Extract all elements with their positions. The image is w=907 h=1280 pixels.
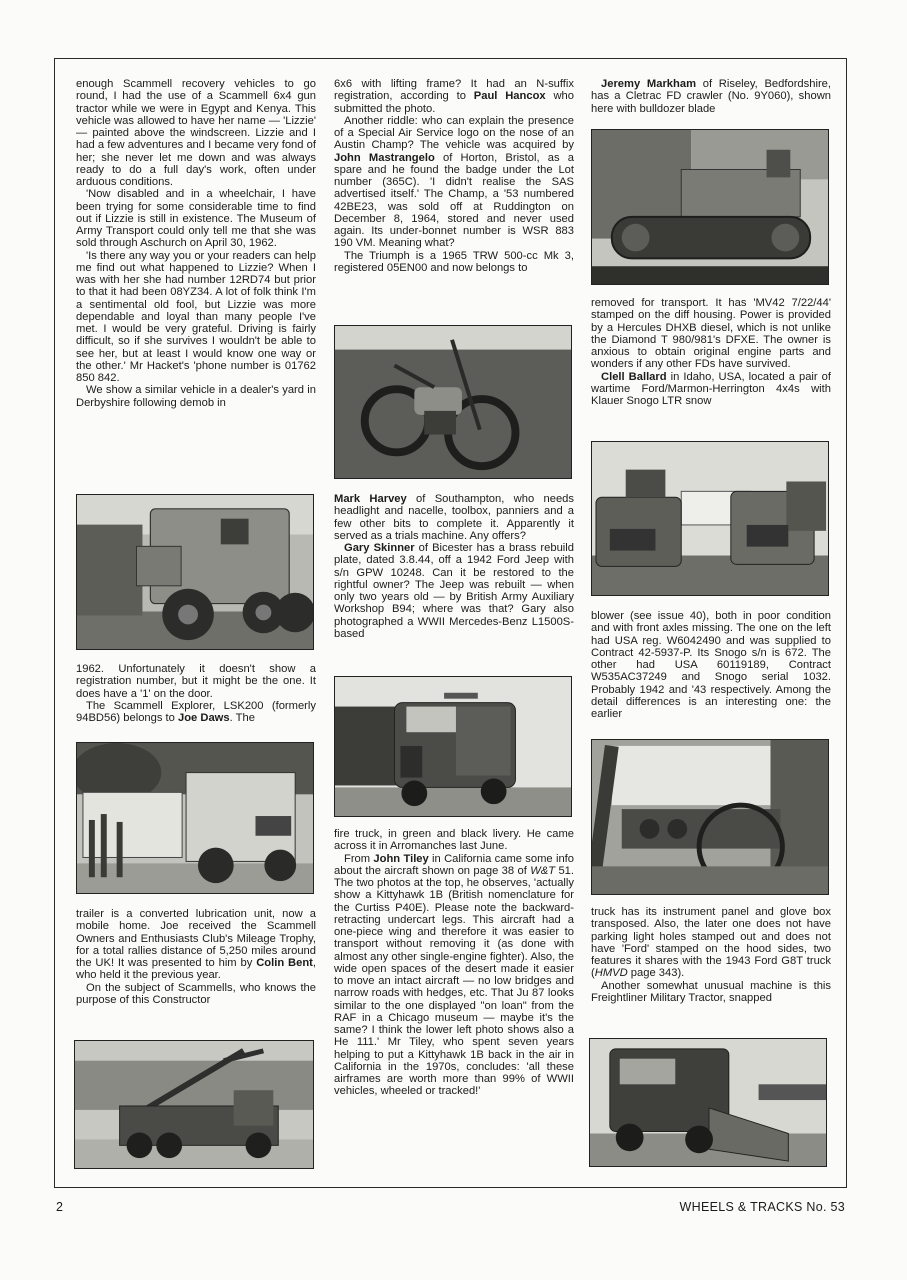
column-3-mid-1 — [591, 297, 831, 407]
paragraph-text: of Southampton, who needs headlight and nacelle, toolbox, panniers and a few other bits to complete it. Apparently it served as a trials machine. Any offers? — [334, 493, 574, 542]
paragraph-text: in California came some info about the aircraft shown on page 38 of — [334, 852, 575, 877]
magazine-issue: WHEELS & TRACKS No. 53 — [679, 1200, 845, 1214]
paragraph: Another somewhat unusual machine is this Freightliner Military Tractor, snapped — [591, 979, 831, 1004]
person-name: Joe Daws — [178, 712, 230, 724]
photo-mercedes-fire-truck — [334, 676, 572, 817]
paragraph — [76, 700, 316, 725]
paragraph — [334, 853, 574, 1098]
paragraph: The Triumph is a 1965 TRW 500-cc Mk 3, registered 05EN00 and now belongs to — [334, 249, 574, 274]
person-name: Gary Skinner — [344, 542, 415, 554]
column-2-bottom — [334, 828, 574, 1098]
photo-scammell-explorer — [76, 742, 314, 894]
paragraph-text: The Scammell Explorer, LSK200 (formerly 94BD56) belongs to — [76, 699, 316, 724]
paragraph: removed for transport. It has 'MV42 7/22/44' stamped on the diff housing. Power is provided by a Hercules DHXB diesel, which is not unlike the Diamond T 980/981's DFXE. The owner is anxious to obtain original engine parts and wonders if any other FDs have survived. — [591, 297, 831, 371]
paragraph: 1962. Unfortunately it doesn't show a registration number, but it might be the one. It does have a '1' on the door. — [76, 663, 316, 700]
photo-cletrac-crawler — [591, 129, 829, 285]
column-1-top — [76, 78, 316, 409]
column-3-bottom — [591, 906, 831, 1004]
column-2-middle — [334, 493, 574, 640]
photo-freightliner-military-tractor — [589, 1038, 827, 1167]
publication-title: W&T — [530, 864, 556, 877]
paragraph: 'Now disabled and in a wheelchair, I have been trying for some considerable time to find out if Lizzie is still in existence. The Museum of Army Transport could only tell me that she was sold through Aschurch on April 30, 1962. — [76, 188, 316, 250]
column-3-mid-2 — [591, 610, 831, 720]
paragraph-text: truck has its instrument panel and glove box transposed. Also, the later one does not have parking light holes stamped out and does not have 'Ford' stamped on the hood sides, two features it shares with the 1943 Ford G8T truck ( — [591, 906, 831, 980]
column-3-top — [591, 78, 831, 115]
person-name: Mark Harvey — [334, 493, 407, 505]
paragraph-text: From — [344, 852, 374, 865]
person-name: Paul Hancox — [473, 90, 546, 103]
publication-title: HMVD — [594, 967, 628, 980]
paragraph — [591, 78, 831, 115]
paragraph: 'Is there any way you or your readers can help me find out what happened to Lizzie? When I was with her she had number 12RD74 but prior to that it had been 08YZ34. A lot of folk think I'm a sentimental old fool, but Lizzie was more dependable and loyal than many people I've met. I would be very grateful. Driving is fairly difficult, so if she survives I wouldn't be able to see her, but at least I would know one way or the other.' Mr Hacket's 'phone number is 01762 850 842. — [76, 249, 316, 384]
photo-truck-instrument-panel — [591, 739, 829, 895]
column-1-bottom — [76, 908, 316, 1006]
paragraph-text: of Bicester has a brass rebuild plate, dated 3.8.44, off a 1942 Ford Jeep with s/n GPW 10248. Can it be restored to the rightful owner? The Jeep was rebuilt — when only two years old — by British Army Auxiliary Workshop B94; where was that? Gary also photographed a WWII Mercedes-Benz L1500S-based — [334, 542, 574, 640]
paragraph — [591, 906, 831, 980]
paragraph-text: of Horton, Bristol, as a spare and he found the badge under the Lot number (365C). 'I didn't realise the SAS advertised itself.' The Champ, a '53 numbered 42BE23, was sold off at Ruddington on December 8, 1964, stored and never used again. Its under-bonnet number is WSR 883 190 VM. Meaning what? — [334, 151, 574, 250]
paragraph: fire truck, in green and black livery. He came across it in Arromanches last June. — [334, 828, 574, 853]
paragraph-text: , who held it the previous year. — [76, 957, 316, 982]
paragraph-text: of Riseley, Bedfordshire, has a Cletrac FD crawler (No. 9Y060), shown here with bulldozer blade — [591, 78, 832, 115]
paragraph-text: who submitted the photo. — [334, 90, 574, 115]
paragraph: blower (see issue 40), both in poor condition and with front axles missing. The one on the left had USA reg. W6042490 and was supplied to Contract 42-5937-P. Its Snogo s/n is 672. The other had USA 60119189, Contract W535AC37249 and Snogo serial 1032. Probably 1942 and '43 respectively. Among the detail differences is an interesting one: the earlier — [591, 610, 831, 720]
paragraph: On the subject of Scammells, who knows the purpose of this Constructor — [76, 981, 316, 1006]
paragraph: We show a similar vehicle in a dealer's yard in Derbyshire following demob in — [76, 384, 316, 409]
person-name: Clell Ballard — [601, 370, 667, 383]
paragraph-text: 6x6 with lifting frame? It had an N-suffix registration, according to — [334, 78, 574, 103]
column-2-top — [334, 78, 574, 274]
paragraph: enough Scammell recovery vehicles to go round, I had the use of a Scammell 6x4 gun tractor while we were in Egypt and Kenya. This vehicle was allowed to have her name — 'Lizzie' — painted above the windscreen. Lizzie and I had a few adventures and I became very fond of her; she never let me down and was always ready to do a full day's work, often under arduous conditions. — [76, 78, 316, 188]
paragraph-text: . The — [229, 712, 255, 724]
photo-triumph-motorcycle — [334, 325, 572, 479]
person-name: John Mastrangelo — [334, 151, 435, 164]
person-name: John Tiley — [373, 852, 429, 865]
paragraph — [334, 542, 574, 640]
page-number: 2 — [56, 1200, 64, 1214]
paragraph-text: page 343). — [627, 967, 685, 980]
paragraph-text: in Idaho, USA, located a pair of wartime Ford/Marmon-Herrington 4x4s with Klauer Snogo LTR snow — [591, 370, 831, 407]
paragraph — [591, 371, 831, 408]
person-name: Jeremy Markham — [601, 78, 697, 90]
column-1-middle — [76, 663, 316, 724]
photo-scammell-constructor — [74, 1040, 314, 1169]
paragraph — [334, 78, 574, 115]
paragraph-text: 51. The two photos at the top, he observes, 'actually show a Kittyhawk 1B (British nomenclature for the Curtiss P40E). Please note the backward-retracting undercart legs. This aircraft had a one-piece wing and therefore it was easier to transport without removing it (as done with almost any other single-engine fighter). Also, the wide open spaces of the desert made it easier to move an intact aircraft — no low bridges and narrow roads with hedges, etc. That Ju 87 looks similar to the one displayed "on loan" from the RAF in a Chicago museum — maybe it's the same? I think the lower left photo shows also a He 111.' Mr Tiley, who spent seven years helping to put a Kittyhawk 1B back in the air in California in the 1970s, concludes: 'all these airframes are worth more than 99% of WWII vehicles, wheeled or tracked!' — [334, 864, 574, 1098]
photo-ford-snogo-trucks — [591, 441, 829, 596]
paragraph — [334, 115, 574, 250]
paragraph — [334, 493, 574, 542]
person-name: Colin Bent — [256, 957, 313, 969]
paragraph-text: Another riddle: who can explain the presence of a Special Air Service logo on the nose of an Austin Champ? The vehicle was acquired by — [334, 114, 574, 152]
paragraph — [76, 908, 316, 982]
photo-scammell-gun-tractor — [76, 494, 314, 650]
paragraph-text: trailer is a converted lubrication unit, now a mobile home. Joe received the Scammell Owners and Enthusiasts Club's Mileage Trophy, for a total rallies distance of 5,250 miles around the UK! It was presented to him by — [76, 908, 316, 969]
